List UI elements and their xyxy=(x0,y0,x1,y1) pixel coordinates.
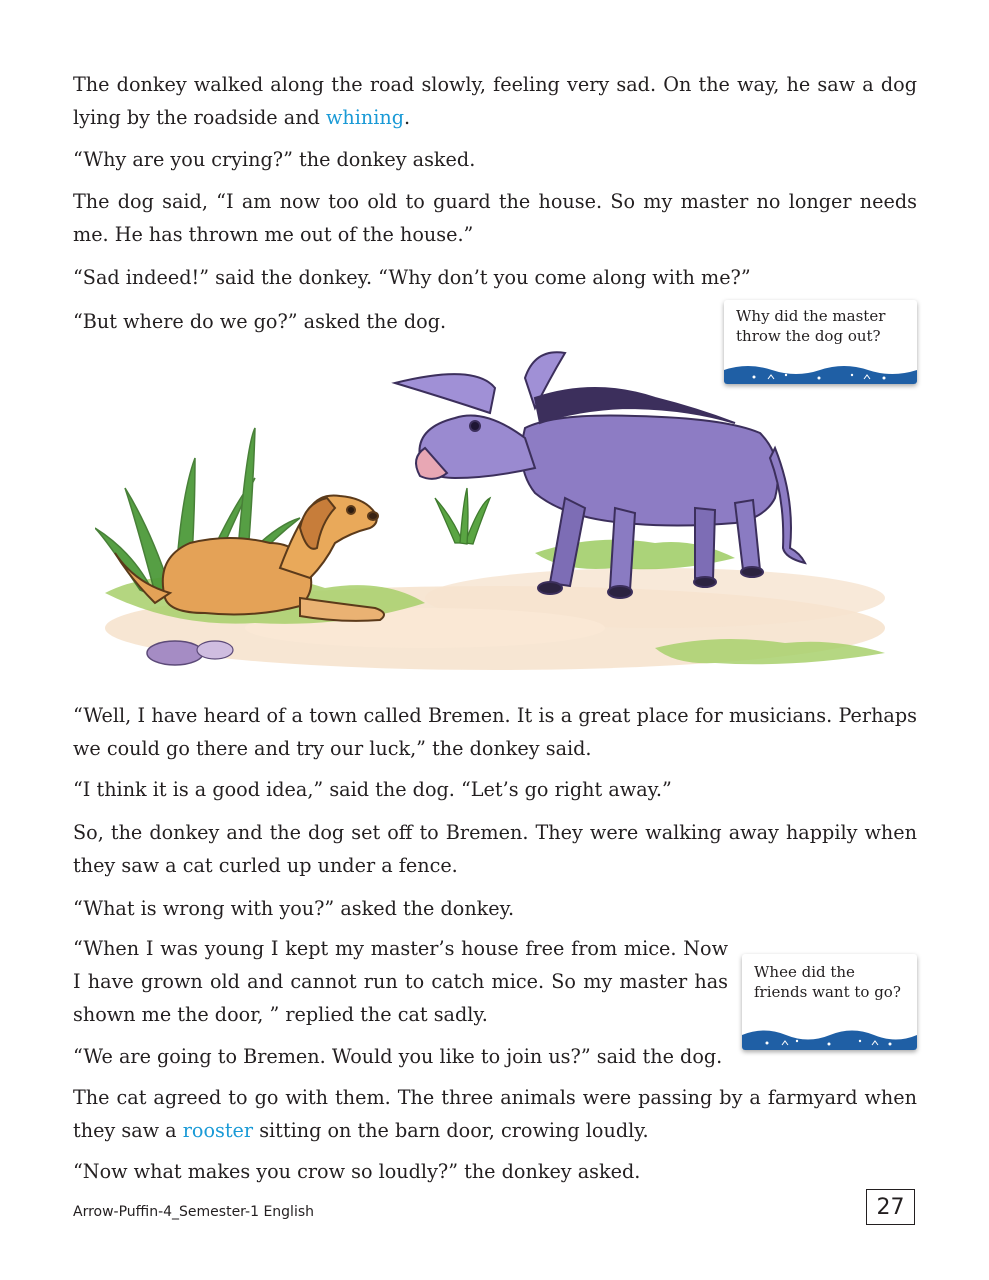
question-callout-destination xyxy=(742,954,917,1050)
story-paragraph: “But where do we go?” asked the dog. xyxy=(73,310,447,333)
story-paragraph: “Why are you crying?” the donkey asked. xyxy=(73,148,476,171)
story-paragraph: “When I was young I kept my master’s house free from mice. Now I have grown old and cannot run to catch mice. So my master has shown me the door, ” replied the cat sadly. xyxy=(73,937,728,1026)
story-paragraph: “What is wrong with you?” asked the donkey. xyxy=(73,897,515,920)
donkey-and-dog-illustration xyxy=(95,328,905,698)
story-paragraph: “We are going to Bremen. Would you like to join us?” said the dog. xyxy=(73,1045,723,1068)
paragraph-text: . xyxy=(404,106,411,129)
vocab-word-whining[interactable]: whining xyxy=(325,106,405,129)
story-paragraph: “Sad indeed!” said the donkey. “Why don’t you come along with me?” xyxy=(73,266,751,289)
paragraph-text: sitting on the barn door, crowing loudly. xyxy=(253,1119,649,1142)
paragraph-text: The cat agreed to go with them. The three animals were passing by a farmyard when they saw a xyxy=(73,1086,917,1142)
story-paragraph xyxy=(73,68,917,134)
story-paragraph: The dog said, “I am now too old to guard the house. So my master no longer needs me. He has thrown me out of the house.” xyxy=(73,190,917,246)
story-paragraph: “Now what makes you crow so loudly?” the donkey asked. xyxy=(73,1160,641,1183)
page-number: 27 xyxy=(866,1189,915,1225)
story-paragraph: “I think it is a good idea,” said the dog. “Let’s go right away.” xyxy=(73,778,672,801)
callout-question-text: Why did the master throw the dog out? xyxy=(736,307,886,345)
story-paragraph xyxy=(73,1081,917,1147)
story-paragraph: So, the donkey and the dog set off to Bremen. They were walking away happily when they saw a cat curled up under a fence. xyxy=(73,821,917,877)
callout-question-text: Whee did the friends want to go? xyxy=(754,963,901,1001)
paragraph-text: The donkey walked along the road slowly, feeling very sad. On the way, he saw a dog lying by the roadside and xyxy=(73,73,917,129)
story-paragraph: “Well, I have heard of a town called Bremen. It is a great place for musicians. Perhaps we could go there and try our luck,” the donkey said. xyxy=(73,704,917,760)
vocab-word-rooster[interactable]: rooster xyxy=(182,1119,254,1142)
book-title-footer: Arrow-Puffin-4_Semester-1 English xyxy=(73,1204,315,1220)
